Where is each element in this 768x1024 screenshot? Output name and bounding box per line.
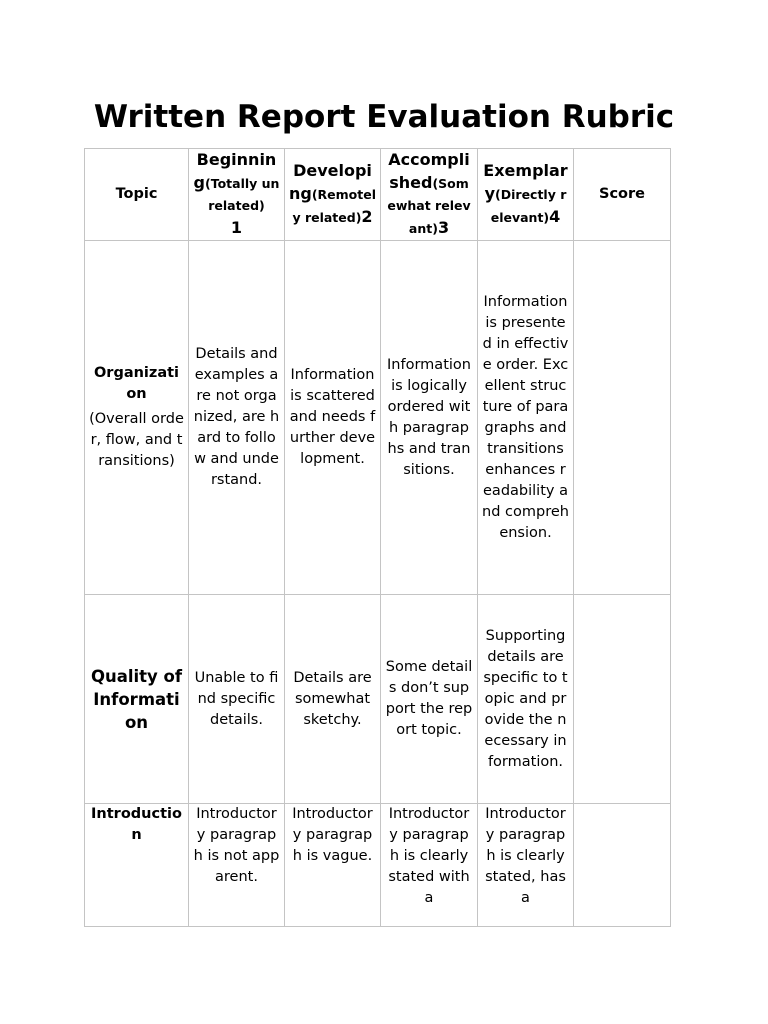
page-title: Written Report Evaluation Rubric — [93, 99, 675, 135]
level-name: Developing — [289, 161, 372, 203]
score-cell — [574, 804, 671, 927]
criteria-text: Introductory paragraph is clearly stated with a — [388, 806, 470, 906]
level-header-developing — [285, 149, 381, 241]
score-cell — [574, 241, 671, 595]
rubric-table — [84, 148, 671, 927]
criteria-cell-beginning: Unable to find specific details. — [189, 595, 285, 804]
level-number: 2 — [361, 207, 373, 226]
level-header-accomplished — [381, 149, 478, 241]
topic-cell — [85, 241, 189, 595]
topic-description: (Overall order, flow, and transitions) — [89, 411, 184, 469]
criteria-cell-beginning: Details and examples are not organized, are hard to follow and understand. — [189, 241, 285, 595]
level-name: Accomplished — [388, 150, 470, 192]
level-name: Beginning — [193, 150, 277, 192]
level-header-exemplary — [478, 149, 574, 241]
level-name: Exemplary — [483, 161, 568, 203]
topic-column-header: Topic — [85, 149, 189, 241]
table-row-introduction — [85, 804, 671, 927]
level-number: 3 — [437, 218, 450, 237]
level-note: (Totally unrelated) — [205, 176, 280, 213]
criteria-cell-developing: Information is scattered and needs further development. — [285, 241, 381, 595]
criteria-cell-exemplary — [478, 804, 574, 927]
level-number: 1 — [230, 218, 243, 237]
topic-name: Introduction — [91, 806, 182, 843]
criteria-cell-exemplary: Supporting details are specific to topic and provide the necessary information. — [478, 595, 574, 804]
criteria-cell-accomplished — [381, 804, 478, 927]
level-note: (Remotely related) — [292, 187, 377, 225]
level-number: 4 — [549, 207, 561, 226]
criteria-cell-exemplary: Information is presented in effective order. Excellent structure of paragraphs and transitions enhances readability and comprehension. — [478, 241, 574, 595]
criteria-cell-developing: Details are somewhat sketchy. — [285, 595, 381, 804]
topic-cell — [85, 804, 189, 927]
table-row-organization — [85, 241, 671, 595]
criteria-text: Introductory paragraph is vague. — [292, 806, 373, 864]
table-row-quality — [85, 595, 671, 804]
level-note: (Somewhat relevant) — [387, 176, 471, 236]
criteria-text: Introductory paragraph is clearly stated, has a — [485, 806, 566, 906]
criteria-cell-beginning — [189, 804, 285, 927]
criteria-cell-accomplished: Information is logically ordered with paragraphs and transitions. — [381, 241, 478, 595]
score-cell — [574, 595, 671, 804]
topic-name: Organization — [93, 365, 180, 402]
score-column-header: Score — [574, 149, 671, 241]
level-header-beginning — [189, 149, 285, 241]
criteria-cell-developing — [285, 804, 381, 927]
criteria-text: Introductory paragraph is not apparent. — [193, 806, 280, 885]
topic-name: Quality of Information — [90, 666, 183, 732]
topic-cell — [85, 595, 189, 804]
level-note: (Directly relevant) — [490, 187, 567, 225]
header-row — [85, 149, 671, 241]
criteria-cell-accomplished: Some details don’t support the report topic. — [381, 595, 478, 804]
